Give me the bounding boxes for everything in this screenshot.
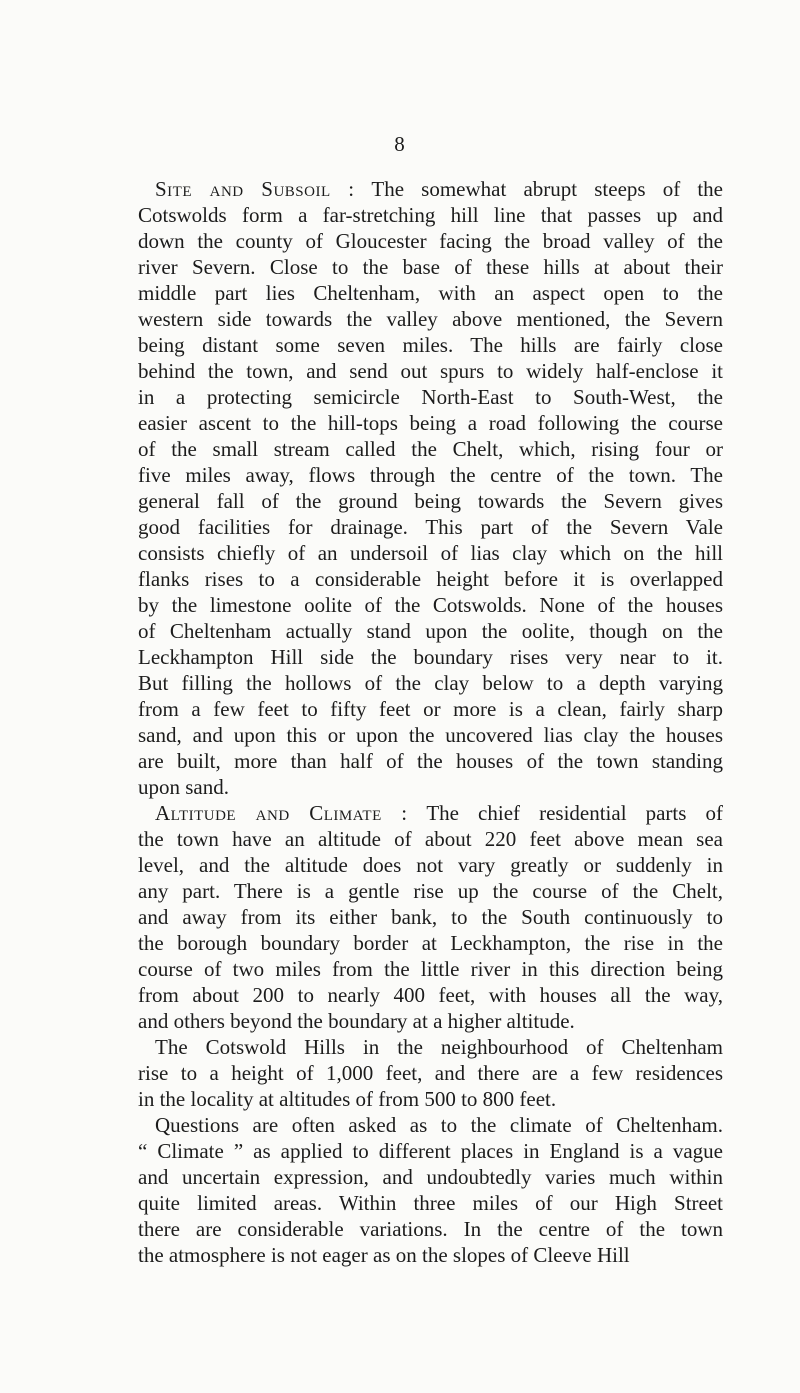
text-line bbox=[138, 228, 723, 254]
text-line bbox=[138, 488, 723, 514]
line-text: river Severn. Close to the base of these hills at about their bbox=[138, 255, 723, 279]
line-text: and uncertain expression, and undoubtedly varies much within bbox=[138, 1165, 723, 1189]
line-text: easier ascent to the hill-tops being a road following the course bbox=[138, 411, 723, 435]
line-text: rise to a height of 1,000 feet, and there are a few residences bbox=[138, 1061, 723, 1085]
line-text: course of two miles from the little river in this direction being bbox=[138, 957, 723, 981]
text-line bbox=[138, 1164, 723, 1190]
line-text: the borough boundary border at Leckhampton, the rise in the bbox=[138, 931, 723, 955]
line-text: are built, more than half of the houses of the town standing bbox=[138, 749, 723, 773]
text-line bbox=[138, 774, 723, 800]
text-line bbox=[138, 982, 723, 1008]
line-text: upon sand. bbox=[138, 775, 229, 799]
text-line bbox=[138, 644, 723, 670]
text-line bbox=[138, 826, 723, 852]
line-text: from a few feet to fifty feet or more is a clean, fairly sharp bbox=[138, 697, 723, 721]
text-line bbox=[138, 514, 723, 540]
line-text: from about 200 to nearly 400 feet, with houses all the way, bbox=[138, 983, 723, 1007]
text-line bbox=[138, 1138, 723, 1164]
paragraph bbox=[138, 176, 723, 800]
line-text: behind the town, and send out spurs to widely half-enclose it bbox=[138, 359, 723, 383]
line-text: and away from its either bank, to the South continuously to bbox=[138, 905, 723, 929]
text-line bbox=[138, 1008, 723, 1034]
text-line bbox=[138, 540, 723, 566]
line-text: Cotswolds form a far-stretching hill line that passes up and bbox=[138, 203, 723, 227]
text-line bbox=[138, 878, 723, 904]
text-line bbox=[138, 254, 723, 280]
line-text: the atmosphere is not eager as on the slopes of Cleeve Hill bbox=[138, 1243, 630, 1267]
line-text: middle part lies Cheltenham, with an aspect open to the bbox=[138, 281, 723, 305]
text-line bbox=[138, 1034, 723, 1060]
text-line bbox=[138, 1112, 723, 1138]
section-heading: Site and Subsoil : bbox=[155, 177, 355, 201]
text-line bbox=[138, 592, 723, 618]
text-line bbox=[138, 202, 723, 228]
text-line bbox=[138, 1060, 723, 1086]
text-line bbox=[138, 852, 723, 878]
line-text: down the county of Gloucester facing the broad valley of the bbox=[138, 229, 723, 253]
text-line bbox=[138, 176, 723, 202]
line-text: The chief residential parts of bbox=[407, 801, 723, 825]
line-text: general fall of the ground being towards the Severn gives bbox=[138, 489, 723, 513]
section-heading: Altitude and Climate : bbox=[155, 801, 408, 825]
text-line bbox=[138, 384, 723, 410]
line-text: of Cheltenham actually stand upon the oolite, though on the bbox=[138, 619, 723, 643]
line-text: flanks rises to a considerable height before it is overlapped bbox=[138, 567, 723, 591]
text-line bbox=[138, 332, 723, 358]
line-text: consists chiefly of an undersoil of lias clay which on the hill bbox=[138, 541, 723, 565]
line-text: of the small stream called the Chelt, which, rising four or bbox=[138, 437, 723, 461]
text-line bbox=[138, 956, 723, 982]
paragraph bbox=[138, 800, 723, 1034]
line-text: Leckhampton Hill side the boundary rises very near to it. bbox=[138, 645, 723, 669]
text-line bbox=[138, 800, 723, 826]
text-line bbox=[138, 306, 723, 332]
line-text: by the limestone oolite of the Cotswolds. None of the houses bbox=[138, 593, 723, 617]
page-body bbox=[138, 176, 723, 1268]
text-line bbox=[138, 462, 723, 488]
line-text: “ Climate ” as applied to different places in England is a vague bbox=[138, 1139, 723, 1163]
text-line bbox=[138, 618, 723, 644]
text-line bbox=[138, 1242, 723, 1268]
text-line bbox=[138, 748, 723, 774]
text-line bbox=[138, 722, 723, 748]
line-text: The Cotswold Hills in the neighbourhood of Cheltenham bbox=[155, 1035, 723, 1059]
line-text: western side towards the valley above mentioned, the Severn bbox=[138, 307, 723, 331]
line-text: But filling the hollows of the clay below to a depth varying bbox=[138, 671, 723, 695]
line-text: any part. There is a gentle rise up the course of the Chelt, bbox=[138, 879, 723, 903]
line-text: in the locality at altitudes of from 500 to 800 feet. bbox=[138, 1087, 557, 1111]
text-line bbox=[138, 280, 723, 306]
text-line bbox=[138, 1216, 723, 1242]
line-text: level, and the altitude does not vary greatly or suddenly in bbox=[138, 853, 723, 877]
text-line bbox=[138, 436, 723, 462]
text-line bbox=[138, 904, 723, 930]
text-line bbox=[138, 358, 723, 384]
paragraph bbox=[138, 1112, 723, 1268]
text-line bbox=[138, 670, 723, 696]
line-text: in a protecting semicircle North-East to South-West, the bbox=[138, 385, 723, 409]
text-line bbox=[138, 1190, 723, 1216]
text-line bbox=[138, 696, 723, 722]
line-text: quite limited areas. Within three miles of our High Street bbox=[138, 1191, 723, 1215]
line-text: Questions are often asked as to the climate of Cheltenham. bbox=[155, 1113, 723, 1137]
line-text: and others beyond the boundary at a higher altitude. bbox=[138, 1009, 575, 1033]
page-number: 8 bbox=[394, 132, 406, 156]
line-text: five miles away, flows through the centre of the town. The bbox=[138, 463, 723, 487]
line-text: sand, and upon this or upon the uncovered lias clay the houses bbox=[138, 723, 723, 747]
text-line bbox=[138, 410, 723, 436]
text-line bbox=[138, 930, 723, 956]
line-text: The somewhat abrupt steeps of the bbox=[354, 177, 723, 201]
text-line bbox=[138, 566, 723, 592]
line-text: being distant some seven miles. The hills are fairly close bbox=[138, 333, 723, 357]
line-text: good facilities for drainage. This part of the Severn Vale bbox=[138, 515, 723, 539]
paragraph bbox=[138, 1034, 723, 1112]
text-line bbox=[138, 1086, 723, 1112]
line-text: the town have an altitude of about 220 feet above mean sea bbox=[138, 827, 723, 851]
line-text: there are considerable variations. In the centre of the town bbox=[138, 1217, 723, 1241]
